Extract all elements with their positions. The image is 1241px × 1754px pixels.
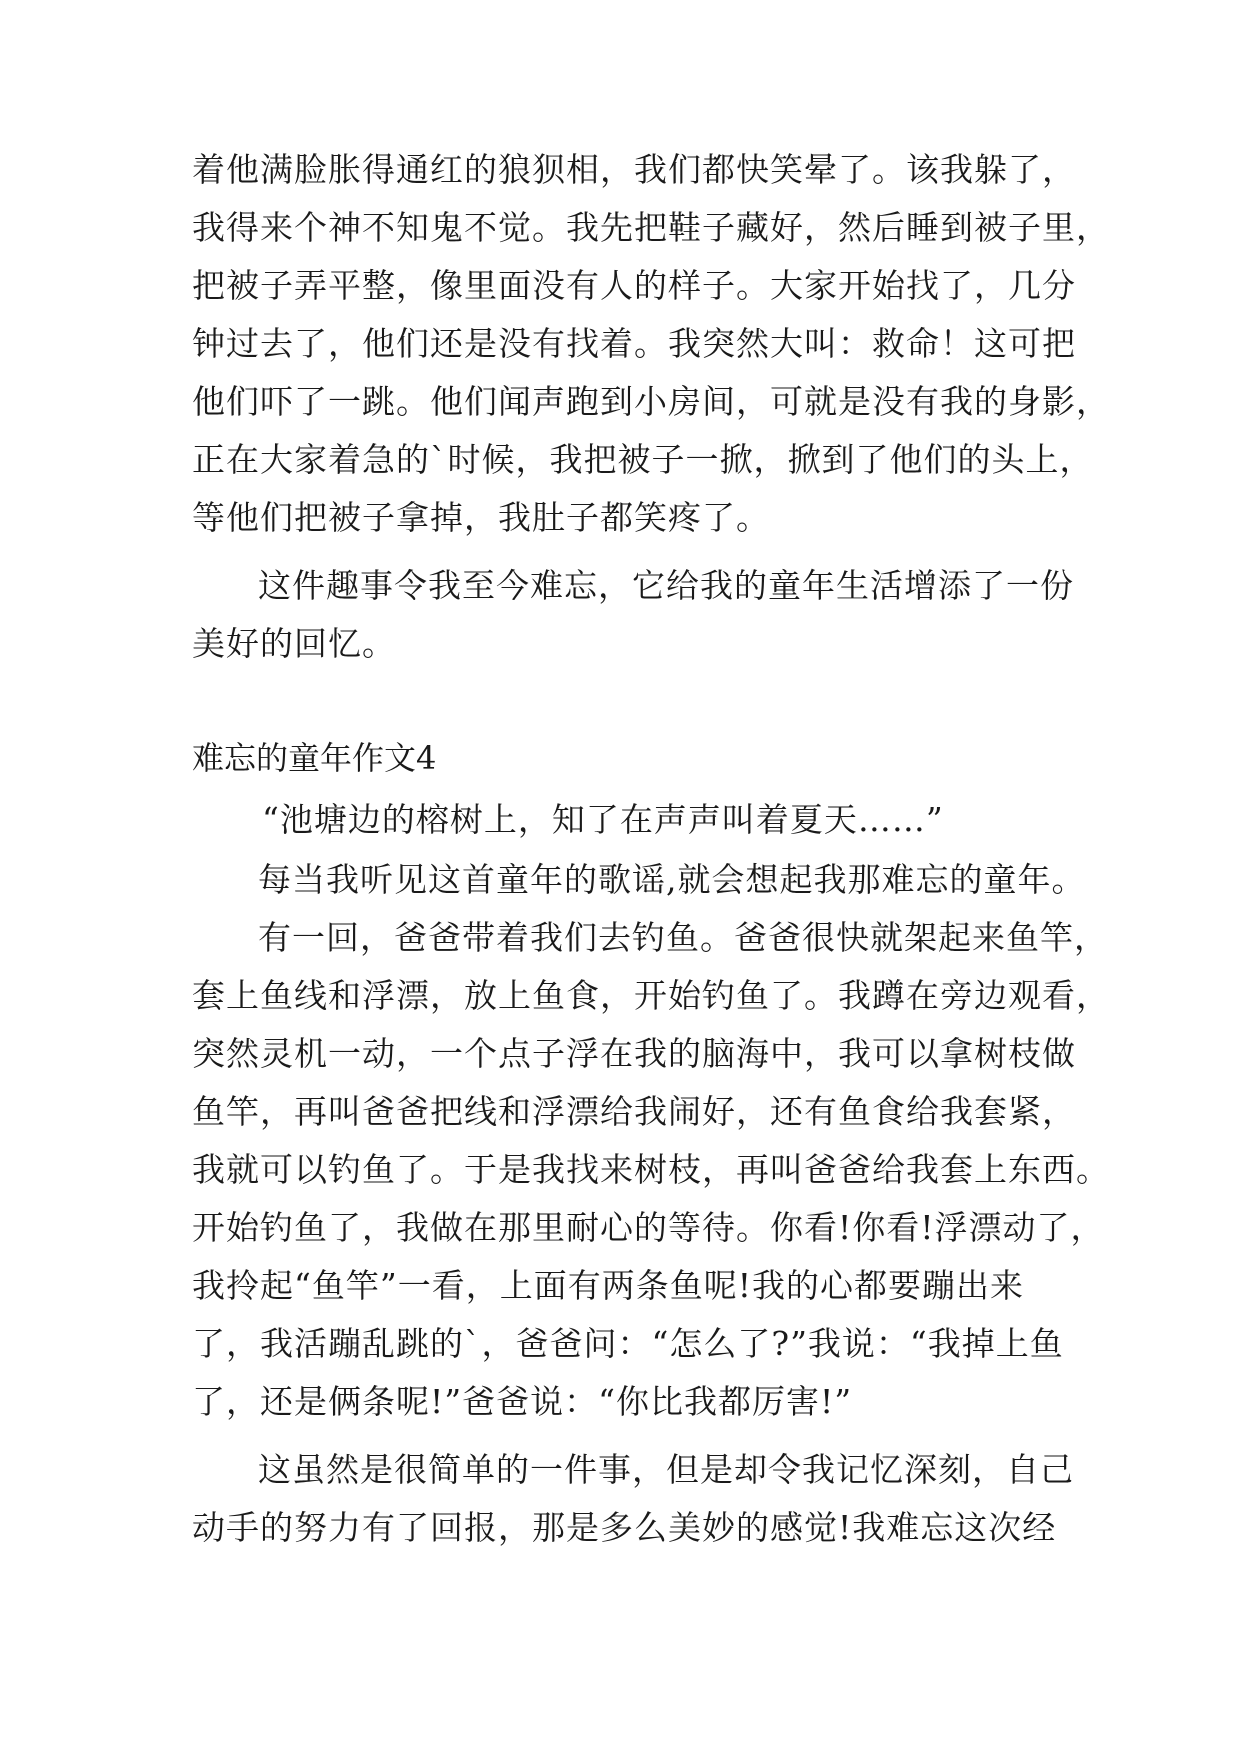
text-line: 着他满脸胀得通红的狼狈相，我们都快笑晕了。该我躲了，	[192, 150, 1076, 189]
text-line: 他们吓了一跳。他们闻声跑到小房间，可就是没有我的身影，	[192, 382, 1110, 421]
text-line: 这件趣事令我至今难忘，它给我的童年生活增添了一份	[258, 566, 1074, 605]
section-title: 难忘的童年作文4	[192, 739, 437, 777]
text-line: 我得来个神不知鬼不觉。我先把鞋子藏好，然后睡到被子里，	[192, 208, 1110, 247]
text-line: 我就可以钓鱼了。于是我找来树枝，再叫爸爸给我套上东西。	[192, 1150, 1110, 1189]
text-line: 正在大家着急的`时候，我把被子一掀，掀到了他们的头上，	[192, 440, 1094, 479]
text-line: 钟过去了，他们还是没有找着。我突然大叫：救命！这可把	[192, 324, 1076, 363]
text-line: 套上鱼线和浮漂，放上鱼食，开始钓鱼了。我蹲在旁边观看，	[192, 976, 1110, 1015]
text-line: 了，我活蹦乱跳的`，爸爸问：“怎么了?”我说：“我掉上鱼	[192, 1324, 1064, 1363]
text-line: 每当我听见这首童年的歌谣,就会想起我那难忘的童年。	[258, 860, 1086, 899]
text-line: 突然灵机一动，一个点子浮在我的脑海中，我可以拿树枝做	[192, 1034, 1076, 1073]
text-line: 动手的努力有了回报，那是多么美妙的感觉!我难忘这次经	[192, 1508, 1057, 1547]
text-line: 开始钓鱼了，我做在那里耐心的等待。你看!你看!浮漂动了，	[192, 1208, 1105, 1247]
text-line: 美好的回忆。	[192, 624, 396, 663]
text-line: 了，还是俩条呢!”爸爸说：“你比我都厉害!”	[192, 1382, 853, 1421]
text-line: 有一回，爸爸带着我们去钓鱼。爸爸很快就架起来鱼竿，	[258, 918, 1108, 957]
text-line: 鱼竿，再叫爸爸把线和浮漂给我闹好，还有鱼食给我套紧，	[192, 1092, 1076, 1131]
text-line: 把被子弄平整，像里面没有人的样子。大家开始找了，几分	[192, 266, 1076, 305]
text-line: 我拎起“鱼竿”一看，上面有两条鱼呢!我的心都要蹦出来	[192, 1266, 1025, 1305]
text-line: 等他们把被子拿掉，我肚子都笑疼了。	[192, 498, 770, 537]
quote-line: “池塘边的榕树上，知了在声声叫着夏天……”	[262, 800, 944, 839]
text-line: 这虽然是很简单的一件事，但是却令我记忆深刻，自己	[258, 1450, 1074, 1489]
